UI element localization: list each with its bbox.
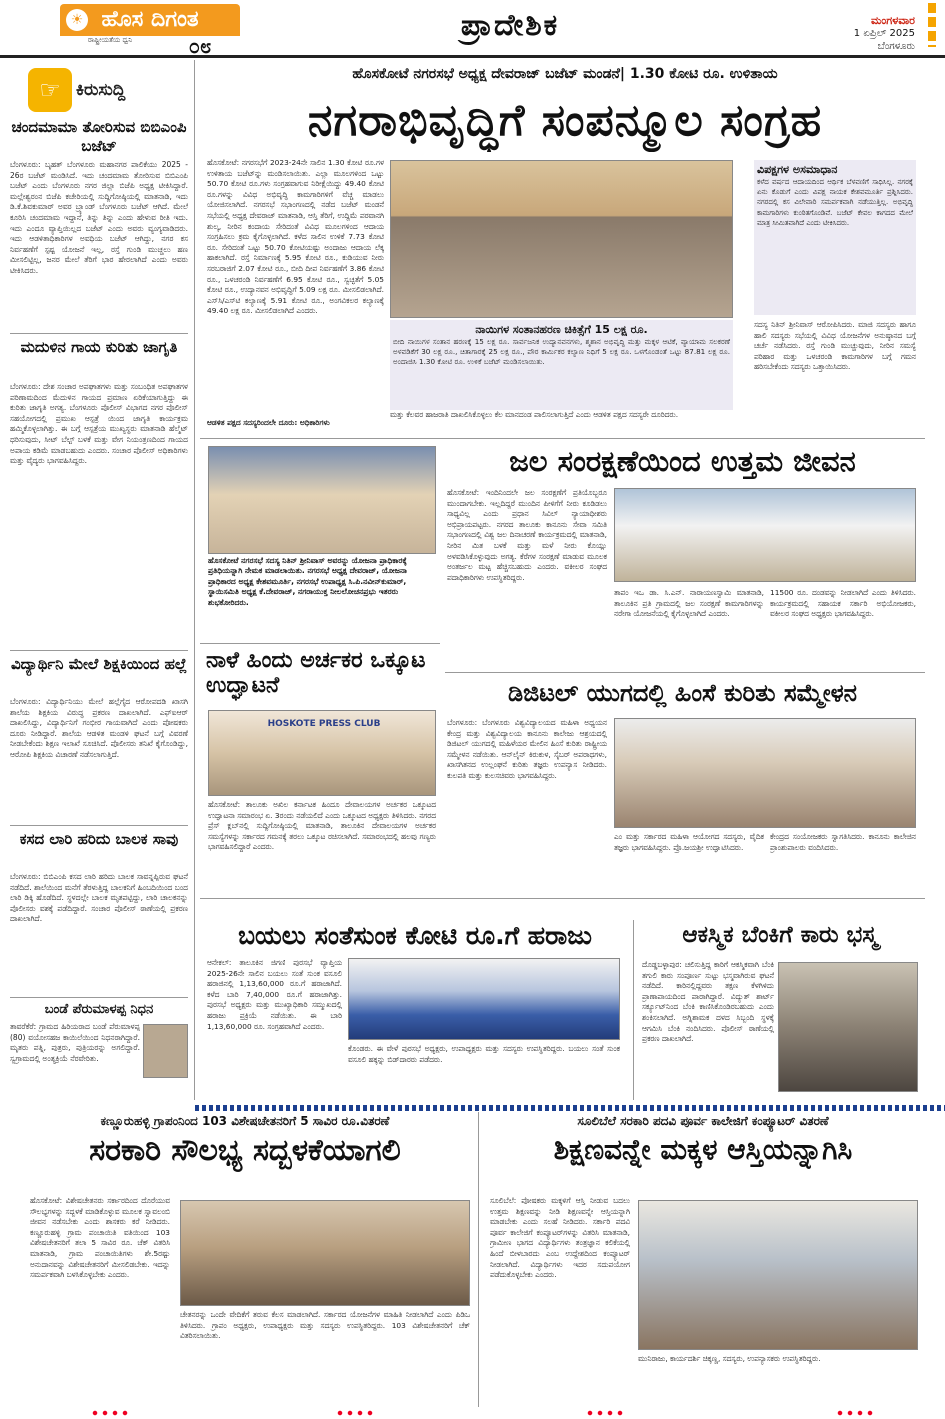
obituary-photo [143,1024,188,1078]
print-dots-decoration [585,1410,625,1416]
water-headline: ಜಲ ಸಂರಕ್ಷಣೆಯಿಂದ ಉತ್ತಮ ಜೀವನ [509,445,856,478]
print-dots-decoration [90,1410,130,1416]
caption-head: ನಾಯಿಗಳ ಸಂತಾನಹರಣ ಚಿಕಿತ್ಸೆಗೆ 15 ಲಕ್ಷ ರೂ. [475,323,648,336]
brief-headline: ಕಸದ ಲಾರಿ ಹರಿದು ಬಾಲಕ ಸಾವು [19,830,179,848]
shikshana-body: ಸೂಲಿಬೆಲೆ: ಪೋಷಕರು ಮಕ್ಕಳಿಗೆ ಆಸ್ತಿ ನೀಡುವ ಬದಲು ಉತ್ತಮ ಶಿಕ್ಷಣವನ್ನು ನೀಡಿ ಶಿಕ್ಷಣವನ್ನೇ ಆಸ್ತಿಯನ್ನಾಗಿ ಮಾಡಬೇಕು ಎಂದು ಸಲಹೆ ನೀಡಿದರು. ಸರ್ಕಾರಿ ಪದವಿ ಪೂರ್ವ ಕಾಲೇಜಿಗೆ ಕಂಪ್ಯೂಟರ್‌ಗಳನ್ನು ವಿತರಿಸಿ ಮಾತನಾಡಿ, ಗ್ರಾಮೀಣ ಭಾಗದ ವಿದ್ಯಾರ್ಥಿಗಳು ತಂತ್ರಜ್ಞಾನ ಕಲಿಕೆಯಲ್ಲಿ ಹಿಂದೆ ಬೀಳಬಾರದು ಎಂಬ ಉದ್ದೇಶದಿಂದ ಕಂಪ್ಯೂಟರ್ ನೀಡಲಾಗಿದೆ. ವಿದ್ಯಾರ್ಥಿಗಳು ಇದರ ಸದುಪಯೋಗ ಪಡೆದುಕೊಳ್ಳಬೇಕು ಎಂದರು. [490,1196,630,1280]
photo-caption-box [390,320,733,410]
divider [478,1112,479,1407]
brief-body: ಬೆಂಗಳೂರು: ದೇಶ ಸಂಚಾರ ಅಪಘಾತಗಳು ಮತ್ತು ಸಂಬಂಧಿತ ಅಪಘಾತಗಳ ಪರಿಣಾಮದಿಂದ ಮೆದುಳಿನ ಗಾಯದ ಪ್ರಮಾಣ ಏರಿಕೆಯಾಗುತ್ತಿದ್ದು ಈ ಕುರಿತು ಜಾಗೃತಿ ಅಗತ್ಯ. ಬೆಂಗಳೂರು ಪೊಲೀಸ್ ವಿಭಾಗದ ನಗರ ಪೊಲೀಸ್ ಸಹಯೋಗದಲ್ಲಿ ಪ್ರಮುಖ ಆಸ್ಪತ್ರೆ ಯಿಂದ ಜಾಗೃತಿ ಕಾರ್ಯಕ್ರಮ ಹಮ್ಮಿಕೊಳ್ಳಲಾಗಿತ್ತು. ಈ ಬಗ್ಗೆ ಆಸ್ಪತ್ರೆಯ ಮುಖ್ಯಸ್ಥರು ಮಾತನಾಡಿ ಹೆಲ್ಮೆಟ್ ಧರಿಸುವುದು, ಸೀಟ್ ಬೆಲ್ಟ್ ಬಳಕೆ ಮತ್ತು ವೇಗ ನಿಯಂತ್ರಣದಿಂದ ಗಾಯದ ಅಪಾಯ ಕಡಿಮೆ ಮಾಡಬಹುದು ಎಂದರು. ಸಂಚಾರ ಪೊಲೀಸ್ ಅಧಿಕಾರಿಗಳು ಮತ್ತು ವೈದ್ಯರು ಭಾಗವಹಿಸಿದ್ದರು. [10,382,188,466]
sarkara-headline: ಸರಕಾರಿ ಸೌಲಭ್ಯ ಸದ್ಬಳಕೆಯಾಗಲಿ [89,1134,401,1168]
divider [633,920,634,1100]
archakara-photo [208,710,436,796]
divider [200,643,440,644]
santhe-photo [348,958,620,1040]
divider [10,825,188,826]
section-separator [195,1105,945,1111]
water-body-3: 11500 ರೂ. ದಂಡವನ್ನು ನೀಡಲಾಗಿದೆ ಎಂದು ತಿಳಿಸಿದರು. ಕಾರ್ಯಕ್ರಮದಲ್ಲಿ ಸಹಾಯಕ ಸರ್ಕಾರಿ ಅಭಿಯೋಜಕರು, ವಕೀಲರ ಸಂಘದ ಅಧ್ಯಕ್ಷರು ಭಾಗವಹಿಸಿದ್ದರು. [770,588,916,619]
brief-body: ತಾವರೆಕೆರೆ: ಗ್ರಾಮದ ಹಿರಿಯರಾದ ಬಂಡೆ ಪೆರುಮಾಳಪ್ಪ (80) ವಯೋಸಹಜ ಕಾಯಿಲೆಯಿಂದ ನಿಧನರಾಗಿದ್ದಾರೆ. ಮೃತರು ಪತ್ನಿ, ಪುತ್ರರು, ಪುತ್ರಿಯರನ್ನು ಅಗಲಿದ್ದಾರೆ. ಸ್ವಗ್ರಾಮದಲ್ಲಿ ಅಂತ್ಯಕ್ರಿಯೆ ನೆರವೇರಿತು. [10,1022,140,1063]
press-club-banner: HOSKOTE PRESS CLUB [267,719,381,729]
divider [10,997,188,998]
burnt-car-photo [778,962,918,1092]
felicitation-caption: ಹೊಸಕೋಟೆ ನಗರಸಭೆ ಸದಸ್ಯ ನಿತಿನ್ ಶ್ರೀನಿವಾಸ್ ಅವರನ್ನು ಯೋಜನಾ ಪ್ರಾಧಿಕಾರಕ್ಕೆ ಪ್ರತಿಧಿಯನ್ನಾಗಿ ನೇಮಕ ಮಾಡಲಾಯಿತು. ನಗರಸಭೆ ಅಧ್ಯಕ್ಷ ದೇವರಾಜ್, ಯೋಜನಾ ಪ್ರಾಧಿಕಾರದ ಅಧ್ಯಕ್ಷ ಕೇಶವಮೂರ್ತಿ, ನಗರಸಭೆ ಉಪಾಧ್ಯಕ್ಷ ಸಿ.ಪಿ.ನವೀನ್‌ಕುಮಾರ್, ಸ್ಥಾಯಿಸಮಿತಿ ಅಧ್ಯಕ್ಷ ಕೆ.ದೇವರಾಜ್, ನಗರಾಯುಕ್ತ ನೀಲಲೋಚನಪ್ರಭು ಇತರರು ಶುಭಕೋರಿದರು. [208,556,407,607]
divider [10,333,188,334]
water-body: ಹೊಸಕೋಟೆ: ಇಂದಿನಿಂದಲೇ ಜಲ ಸಂರಕ್ಷಣೆಗೆ ಪ್ರತಿಯೊಬ್ಬರೂ ಮುಂದಾಗಬೇಕು. ಇಲ್ಲದಿದ್ದರೆ ಮುಂದಿನ ಪೀಳಿಗೆಗೆ ನೀರು ಕೂಡಿಡಲು ಸಾಧ್ಯವಿಲ್ಲ ಎಂದು ಪ್ರಧಾನ ಸಿವಿಲ್ ನ್ಯಾಯಾಧೀಶರು ಅಭಿಪ್ರಾಯಪಟ್ಟರು. ನಗರದ ತಾಲೂಕು ಕಾನೂನು ಸೇವಾ ಸಮಿತಿ ಸಭಾಂಗಣದಲ್ಲಿ ವಿಶ್ವ ಜಲ ದಿನಾಚರಣೆ ಕಾರ್ಯಕ್ರಮದಲ್ಲಿ ಮಾತನಾಡಿ, ನೀರಿನ ಮಿತ ಬಳಕೆ ಮತ್ತು ಮಳೆ ನೀರು ಕೊಯ್ಲು ಅಳವಡಿಸಿಕೊಳ್ಳುವುದು ಅಗತ್ಯ. ಕೆರೆಗಳ ಸಂರಕ್ಷಣೆ ಮಾಡುವ ಮೂಲಕ ಅಂತರ್ಜಲ ಮಟ್ಟ ಹೆಚ್ಚಿಸಬಹುದು ಎಂದರು. ವಕೀಲರ ಸಂಘದ ಪದಾಧಿಕಾರಿಗಳು ಉಪಸ್ಥಿತರಿದ್ದರು. [447,488,607,582]
page-number: ೦೮ [188,34,212,56]
top-story-body: ಹೊಸಕೋಟೆ: ನಗರಸಭೆಗೆ 2023-24ನೇ ಸಾಲಿನ 1.30 ಕೋಟಿ ರೂ.ಗಳ ಉಳಿತಾಯ ಬಜೆಟ್‌ನ್ನು ಮಂಡಿಸಲಾಯಿತು. ಎಲ್ಲಾ ಮೂಲಗಳಿಂದ ಒಟ್ಟು 50.70 ಕೋಟಿ ರೂ.ಗಳು ಸಂಗ್ರಹವಾಗುವ ನಿರೀಕ್ಷೆಯಿದ್ದು 49.40 ಕೋಟಿ ರೂ.ಗಳನ್ನು ವಿವಿಧ ಅಭಿವೃದ್ಧಿ ಕಾಮಗಾರಿಗಳಿಗೆ ವೆಚ್ಚ ಮಾಡಲು ಯೋಜಿಸಲಾಗಿದೆ. ನಗರಸಭೆ ಸಭಾಂಗಣದಲ್ಲಿ ನಡೆದ ಬಜೆಟ್ ಮಂಡನೆ ಸಭೆಯಲ್ಲಿ ಅಧ್ಯಕ್ಷ ದೇವರಾಜ್ ಮಾತನಾಡಿ, ಆಸ್ತಿ ತೆರಿಗೆ, ಉದ್ದಿಮೆ ಪರವಾನಗಿ ಶುಲ್ಕ, ನೀರಿನ ಕಂದಾಯ ಸೇರಿದಂತೆ ವಿವಿಧ ಮೂಲಗಳಿಂದ ಆದಾಯ ಸಂಗ್ರಹಿಸಲು ಕ್ರಮ ಕೈಗೊಳ್ಳಲಾಗಿದೆ. ಕಳೆದ ಸಾಲಿನ ಉಳಿಕೆ 7.73 ಕೋಟಿ ರೂ. ಸೇರಿದಂತೆ ಒಟ್ಟು 50.70 ಕೋಟಿಯಷ್ಟು ಅಂದಾಜು ಆದಾಯ ಲೆಕ್ಕ ಹಾಕಲಾಗಿದೆ. ರಸ್ತೆ ನಿರ್ಮಾಣಕ್ಕೆ 5.95 ಕೋಟಿ ರೂ., ಕುಡಿಯುವ ನೀರು ಸರಬರಾಜಿಗೆ 2.07 ಕೋಟಿ ರೂ., ಬೀದಿ ದೀಪ ನಿರ್ವಹಣೆಗೆ 3.86 ಕೋಟಿ ರೂ., ಒಳಚರಂಡಿ ನಿರ್ವಹಣೆಗೆ 6.95 ಕೋಟಿ ರೂ., ಸ್ವಚ್ಛತೆಗೆ 5.05 ಕೋಟಿ ರೂ., ಉದ್ಯಾನವನ ಅಭಿವೃದ್ಧಿಗೆ 5.09 ಲಕ್ಷ ರೂ. ಮೀಸಲಿಡಲಾಗಿದೆ. ಎಸ್‌ಸಿ/ಎಸ್‌ಟಿ ಕಲ್ಯಾಣಕ್ಕೆ 5.91 ಕೋಟಿ ರೂ., ಅಂಗವಿಕಲರ ಕಲ್ಯಾಣಕ್ಕೆ 49.40 ಲಕ್ಷ ರೂ. ಮೀಸಲಿಡಲಾಗಿದೆ ಎಂದರು. [207,158,384,316]
brief-body: ಬೆಂಗಳೂರು: ವಿದ್ಯಾರ್ಥಿನಿಯು ಮೇಲೆ ಹಲ್ಲೆಗೈದ ಆರೋಪದಡಿ ಖಾಸಗಿ ಶಾಲೆಯ ಶಿಕ್ಷಕಿಯ ವಿರುದ್ಧ ಪ್ರಕರಣ ದಾಖಲಾಗಿದೆ. ಎಫ್ಐಆರ್ ದಾಖಲಿಸಿದ್ದು, ವಿದ್ಯಾರ್ಥಿನಿಗೆ ಗಂಭೀರ ಗಾಯವಾಗಿದೆ ಎಂದು ಪೋಷಕರು ದೂರು ನೀಡಿದ್ದಾರೆ. ಶಾಲೆಯ ಆಡಳಿತ ಮಂಡಳಿ ಘಟನೆ ಬಗ್ಗೆ ವಿವರಣೆ ನೀಡಬೇಕೆಂದು ಶಿಕ್ಷಣ ಇಲಾಖೆ ಸೂಚಿಸಿದೆ. ಪೊಲೀಸರು ತನಿಖೆ ಕೈಗೊಂಡಿದ್ದು, ಆರೋಪಿ ಶಿಕ್ಷಕಿಯ ವಿಚಾರಣೆ ನಡೆಸಲಾಗುತ್ತಿದೆ. [10,697,188,759]
newspaper-logo [60,4,240,56]
top-story-footer-text: ಮತ್ತು ಕೆಲವರ ಹಾಜರಾತಿ ದಾಖಲಿಸಿಕೊಳ್ಳಲು ಕೆಲ ಮಾನದಂಡ ಪಾಲಿಸಲಾಗುತ್ತಿದೆ ಎಂದು ಆಡಳಿತ ಪಕ್ಷದ ಸದಸ್ಯರೇ ದೂರಿದರು. [390,410,679,419]
top-story-kicker: ಹೊಸಕೋಟೆ ನಗರಸಭೆ ಅಧ್ಯಕ್ಷ ದೇವರಾಜ್ ಬಜೆಟ್ ಮಂಡನೆ| 1.30 ಕೋಟಿ ರೂ. ಉಳಿತಾಯ [352,66,778,82]
brief-body: ಬೆಂಗಳೂರು: ಬೃಹತ್ ಬೆಂಗಳೂರು ಮಹಾನಗರ ಪಾಲಿಕೆಯು 2025 - 26ರ ಬಜೆಟ್ ಮಂಡಿಸಿದೆ. ಇದು ಚಂದಮಾಮ ತೋರಿಸುವ ಬಿಬಿಎಂಪಿ ಬಜೆಟ್ ಎಂದು ಬೆಂಗಳೂರು ನಗರ ಜಿಲ್ಲಾ ಬಿಜೆಪಿ ಅಧ್ಯಕ್ಷ ಟೀಕಿಸಿದ್ದಾರೆ. ಮಲ್ಲೇಶ್ವರಂನ ಬಿಜೆಪಿ ಕಚೇರಿಯಲ್ಲಿ ಸುದ್ದಿಗೋಷ್ಠಿಯಲ್ಲಿ ಮಾತನಾಡಿ, ಇದು ಡಿ.ಕೆ.ಶಿವಕುಮಾರ್ ಅವರ ಬ್ರ್ಯಾಂಡ್ ಬೆಂಗಳೂರು ಬಜೆಟ್ ಆಗಿದೆ. ಮೇಲೆ ಕೂರಿಸಿ ಚಂದಮಾಮ ಇದ್ದಾನೆ, ತಿನ್ನು ತಿನ್ನು ಎಂದು ಹೇಳುವ ರೀತಿ ಇದು. ಇದು ಎಂದೂ ವ್ಯಾಪ್ತಿಯಿಲ್ಲದ ಬಜೆಟ್ ಎಂದು ಅವರು ವ್ಯಂಗ್ಯವಾಡಿದರು. ಇದು ಆಡಳಿತಾಧಿಕಾರಿಗಳ ಅವಧಿಯ ಬಜೆಟ್ ಆಗಿದ್ದು, ನಗರ ಕಸ ನಿರ್ವಹಣೆಗೆ ಸ್ಪಷ್ಟ ಯೋಜನೆ ಇಲ್ಲ, ರಸ್ತೆ ಗುಂಡಿ ಮುಚ್ಚಲು ಹಣ ಮೀಸಲಿಟ್ಟಿಲ್ಲ, ಜನರ ಮೇಲೆ ತೆರಿಗೆ ಭಾರ ಹೇರಲಾಗಿದೆ ಎಂದು ಅವರು ಟೀಕಿಸಿದರು. [10,160,188,275]
santhe-body-2: ಕೊಂಡರು. ಈ ವೇಳೆ ಪುರಸಭೆ ಅಧ್ಯಕ್ಷರು, ಉಪಾಧ್ಯಕ್ಷರು ಮತ್ತು ಸದಸ್ಯರು ಉಪಸ್ಥಿತರಿದ್ದರು. ಬಯಲು ಸಂತೆ ಸುಂಕ ವಸೂಲಿ ಹಕ್ಕನ್ನು ಬಿಡ್‌ದಾರರು ಪಡೆದರು. [348,1044,620,1064]
digital-headline: ಡಿಜಿಟಲ್ ಯುಗದಲ್ಲಿ ಹಿಂಸೆ ಕುರಿತು ಸಮ್ಮೇಳನ [508,680,857,707]
top-story-col3: ಸದಸ್ಯ ನಿತಿನ್ ಶ್ರೀನಿವಾಸ್ ಆರೋಪಿಸಿದರು. ಮಾಜಿ ಸದಸ್ಯರು ಹಾಗೂ ಹಾಲಿ ಸದಸ್ಯರು ಸಭೆಯಲ್ಲಿ ವಿವಿಧ ಯೋಜನೆಗಳ ಅನುಷ್ಠಾನದ ಬಗ್ಗೆ ಚರ್ಚೆ ನಡೆಸಿದರು. ರಸ್ತೆ ಗುಂಡಿ ಮುಚ್ಚುವುದು, ನೀರಿನ ಸಮಸ್ಯೆ ಪರಿಹಾರ ಮತ್ತು ಒಳಚರಂಡಿ ಕಾಮಗಾರಿಗಳ ಬಗ್ಗೆ ಗಮನ ಹರಿಸಬೇಕೆಂದು ಸದಸ್ಯರು ಒತ್ತಾಯಿಸಿದರು. [754,320,916,372]
sarkara-photo [180,1200,470,1306]
brief-headline: ಬಂಡೆ ಪೆರುಮಾಳಪ್ಪ ನಿಧನ [44,1002,154,1017]
date: 1 ಏಪ್ರಿಲ್ 2025 [853,28,915,39]
city: ಬೆಂಗಳೂರು [877,41,915,52]
shikshana-kicker: ಸೂಲಿಬೆಲೆ ಸರಕಾರಿ ಪದವಿ ಪೂರ್ವ ಕಾಲೇಜಿಗೆ ಕಂಪ್ಯೂಟರ್ ವಿತರಣೆ [577,1114,829,1128]
car-fire-body: ದೊಡ್ಡಬಳ್ಳಾಪುರ: ಚಲಿಸುತ್ತಿದ್ದ ಕಾರಿಗೆ ಆಕಸ್ಮಿಕವಾಗಿ ಬೆಂಕಿ ತಗುಲಿ ಕಾರು ಸಂಪೂರ್ಣ ಸುಟ್ಟು ಭಸ್ಮವಾಗಿರುವ ಘಟನೆ ನಡೆದಿದೆ. ಕಾರಿನಲ್ಲಿದ್ದವರು ತಕ್ಷಣ ಕೆಳಗಿಳಿದು ಪ್ರಾಣಾಪಾಯದಿಂದ ಪಾರಾಗಿದ್ದಾರೆ. ವಿದ್ಯುತ್ ಶಾರ್ಟ್ ಸರ್ಕ್ಯೂಟ್‌ನಿಂದ ಬೆಂಕಿ ಕಾಣಿಸಿಕೊಂಡಿರಬಹುದು ಎಂದು ಶಂಕಿಸಲಾಗಿದೆ. ಅಗ್ನಿಶಾಮಕ ದಳದ ಸಿಬ್ಬಂದಿ ಸ್ಥಳಕ್ಕೆ ಆಗಮಿಸಿ ಬೆಂಕಿ ನಂದಿಸಿದರು. ಪೊಲೀಸ್ ಠಾಣೆಯಲ್ಲಿ ಪ್ರಕರಣ ದಾಖಲಾಗಿದೆ. [642,960,774,1044]
water-photo [614,488,916,582]
color-bar-decoration [928,3,936,47]
tagline: ರಾಷ್ಟ್ರೀಯತೆಯ ಧ್ವನಿ [87,36,133,44]
archakara-body: ಹೊಸಕೋಟೆ: ತಾಲೂಕು ಅಖಿಲ ಕರ್ನಾಟಕ ಹಿಂದೂ ದೇವಾಲಯಗಳ ಅರ್ಚಕರ ಒಕ್ಕೂಟದ ಉದ್ಘಾಟನಾ ಸಮಾರಂಭ ಏ. 3ರಂದು ನಡೆಯಲಿದೆ ಎಂದು ಒಕ್ಕೂಟದ ಅಧ್ಯಕ್ಷರು ತಿಳಿಸಿದರು. ನಗರದ ಪ್ರೆಸ್ ಕ್ಲಬ್‌ನಲ್ಲಿ ಸುದ್ದಿಗೋಷ್ಠಿಯಲ್ಲಿ ಮಾತನಾಡಿ, ತಾಲೂಕಿನ ದೇವಾಲಯಗಳ ಅರ್ಚಕರ ಸಮಸ್ಯೆಗಳನ್ನು ಸರ್ಕಾರದ ಗಮನಕ್ಕೆ ತರಲು ಒಕ್ಕೂಟ ರಚಿಸಲಾಗಿದೆ. ಸಮಾರಂಭದಲ್ಲಿ ಹಲವು ಗಣ್ಯರು ಭಾಗವಹಿಸಲಿದ್ದಾರೆ ಎಂದರು. [208,800,436,852]
divider [445,672,925,673]
shikshana-photo [638,1200,918,1350]
divider [10,650,188,651]
kiru-suddi-badge [28,68,183,112]
brief-body: ಬೆಂಗಳೂರು: ಬಿಬಿಎಂಪಿ ಕಸದ ಲಾರಿ ಹರಿದು ಬಾಲಕ ಸಾವನ್ನಪ್ಪಿರುವ ಘಟನೆ ನಡೆದಿದೆ. ಶಾಲೆಯಿಂದ ಮನೆಗೆ ತೆರಳುತ್ತಿದ್ದ ಬಾಲಕನಿಗೆ ಹಿಂಬದಿಯಿಂದ ಬಂದ ಲಾರಿ ಡಿಕ್ಕಿ ಹೊಡೆದಿದೆ. ಸ್ಥಳದಲ್ಲೇ ಬಾಲಕ ಮೃತಪಟ್ಟಿದ್ದು, ಲಾರಿ ಚಾಲಕನನ್ನು ಪೊಲೀಸರು ವಶಕ್ಕೆ ಪಡೆದಿದ್ದಾರೆ. ಸಂಚಾರ ಪೊಲೀಸ್ ಠಾಣೆಯಲ್ಲಿ ಪ್ರಕರಣ ದಾಖಲಾಗಿದೆ. [10,872,188,924]
side-head: ವಿಪಕ್ಷಗಳ ಅಸಮಾಧಾನ [757,163,838,176]
digital-photo [614,718,916,828]
divider [200,898,925,899]
kiru-suddi-label: ಕಿರುಸುದ್ದಿ [76,74,183,106]
shikshana-body-2: ಮುನಿರಾಜು, ಕಾರ್ಯದರ್ಶಿ ಚಿಕ್ಕಣ್ಣ, ಸದಸ್ಯರು, ಉಪನ್ಯಾಸಕರು ಉಪಸ್ಥಿತರಿದ್ದರು. [638,1354,821,1363]
felicitation-photo [208,446,436,554]
water-body-2: ತಾಪಂ ಇಒ ಡಾ. ಸಿ.ಎನ್. ನಾರಾಯಣಸ್ವಾಮಿ ಮಾತನಾಡಿ, ತಾಲೂಕಿನ ಪ್ರತಿ ಗ್ರಾಮದಲ್ಲಿ ಜಲ ಸಂರಕ್ಷಣೆ ಕಾಮಗಾರಿಗಳನ್ನು ನರೇಗಾ ಯೋಜನೆಯಲ್ಲಿ ಕೈಗೊಳ್ಳಲಾಗಿದೆ ಎಂದರು. [614,588,764,619]
side-body: ಕಳೆದ ವರ್ಷದ ಆದಾಯದಿಂದ ಆರ್ಥಿಕ ಬೆಳವಣಿಗೆ ಸಾಧಿಸಿಲ್ಲ. ನಗರಕ್ಕೆ ಏನು ಕೊಡುಗೆ ಎಂದು ವಿಪಕ್ಷ ನಾಯಕ ಕೇಶವಮೂರ್ತಿ ಪ್ರಶ್ನಿಸಿದರು. ನಗರದಲ್ಲಿ ಕಸ ವಿಲೇವಾರಿ ಸಮರ್ಪಕವಾಗಿ ನಡೆಯುತ್ತಿಲ್ಲ. ಅಭಿವೃದ್ಧಿ ಕಾಮಗಾರಿಗಳು ಕುಂಠಿತಗೊಂಡಿವೆ. ಬಜೆಟ್ ಕೇವಲ ಕಾಗದದ ಮೇಲೆ ಮಾತ್ರ ಸೀಮಿತವಾಗಿದೆ ಎಂದು ಟೀಕಿಸಿದರು. [757,178,913,227]
weekday: ಮಂಗಳವಾರ [870,14,915,27]
print-dots-decoration [335,1410,375,1416]
brief-headline: ಮದುಳಿನ ಗಾಯ ಕುರಿತು ಜಾಗೃತಿ [20,338,178,356]
santhe-headline: ಬಯಲು ಸಂತೆಸುಂಕ ಕೋಟಿ ರೂ.ಗೆ ಹರಾಜು [238,922,592,950]
budget-photo [390,160,733,318]
digital-body: ಬೆಂಗಳೂರು: ಬೆಂಗಳೂರು ವಿಶ್ವವಿದ್ಯಾಲಯದ ಮಹಿಳಾ ಅಧ್ಯಯನ ಕೇಂದ್ರ ಮತ್ತು ವಿಶ್ವವಿದ್ಯಾಲಯ ಕಾನೂನು ಕಾಲೇಜು ಆಶ್ರಯದಲ್ಲಿ ಡಿಜಿಟಲ್ ಯುಗದಲ್ಲಿ ಮಹಿಳೆಯರ ಮೇಲಿನ ಹಿಂಸೆ ಕುರಿತು ರಾಷ್ಟ್ರೀಯ ಸಮ್ಮೇಳನ ನಡೆಯಿತು. ಆನ್‌ಲೈನ್ ಕಿರುಕುಳ, ಸೈಬರ್ ಅಪರಾಧಗಳು, ಖಾಸಗಿತನದ ಉಲ್ಲಂಘನೆ ಕುರಿತು ತಜ್ಞರು ಉಪನ್ಯಾಸ ನೀಡಿದರು. ಕುಲಪತಿ ಮತ್ತು ಕುಲಸಚಿವರು ಭಾಗವಹಿಸಿದ್ದರು. [447,718,607,780]
brand-name: ☀ ಹೊಸ ದಿಗಂತ [60,4,240,36]
santhe-body: ಆನೇಕಲ್: ತಾಲೂಕಿನ ಜಿಗಣಿ ಪುರಸಭೆ ವ್ಯಾಪ್ತಿಯ 2025-26ನೇ ಸಾಲಿನ ಬಯಲು ಸಂತೆ ಸುಂಕ ವಸೂಲಿ ಹರಾಜಿನಲ್ಲಿ 1,13,60,000 ರೂ.ಗೆ ಹರಾಜಾಗಿದೆ. ಕಳೆದ ಬಾರಿ 7,40,000 ರೂ.ಗೆ ಹರಾಜಾಗಿತ್ತು. ಪುರಸಭೆ ಅಧ್ಯಕ್ಷರು ಮತ್ತು ಮುಖ್ಯಾಧಿಕಾರಿ ಸಮ್ಮುಖದಲ್ಲಿ ಹರಾಜು ಪ್ರಕ್ರಿಯೆ ನಡೆಯಿತು. ಈ ಬಾರಿ 1,13,60,000 ರೂ. ಸಂಗ್ರಹವಾಗಿದೆ ಎಂದರು. [207,958,342,1031]
shikshana-headline: ಶಿಕ್ಷಣವನ್ನೇ ಮಕ್ಕಳ ಆಸ್ತಿಯನ್ನಾಗಿಸಿ [553,1134,853,1166]
car-fire-headline: ಆಕಸ್ಮಿಕ ಬೆಂಕಿಗೆ ಕಾರು ಭಸ್ಮ [682,922,878,948]
sarkara-kicker: ಕಣ್ಣೂರುಹಳ್ಳಿ ಗ್ರಾಪಂನಿಂದ 103 ವಿಶೇಷಚೇತನರಿಗೆ 5 ಸಾವಿರ ರೂ.ವಿತರಣೆ [100,1114,390,1128]
digital-body-2: ಎಂ ಮತ್ತು ಸರ್ಕಾರದ ಮಹಿಳಾ ಆಯೋಗದ ಸದಸ್ಯರು, ವೈದಿಕ ತಜ್ಞರು ಭಾಗವಹಿಸಿದ್ದರು. ಪ್ರೊ.ಜಯಶ್ರೀ ಉದ್ಘಾಟಿಸಿದರು. [614,832,764,852]
divider [200,438,925,439]
sarkara-body: ಹೊಸಕೋಟೆ: ವಿಶೇಷಚೇತನರು ಸರ್ಕಾರದಿಂದ ದೊರೆಯುವ ಸೌಲಭ್ಯಗಳನ್ನು ಸದ್ಬಳಕೆ ಮಾಡಿಕೊಳ್ಳುವ ಮೂಲಕ ಸ್ವಾವಲಂಬಿ ಜೀವನ ನಡೆಸಬೇಕು ಎಂದು ಶಾಸಕರು ಕರೆ ನೀಡಿದರು. ಕಣ್ಣೂರುಹಳ್ಳಿ ಗ್ರಾಮ ಪಂಚಾಯಿತಿ ವತಿಯಿಂದ 103 ವಿಶೇಷಚೇತನರಿಗೆ ತಲಾ 5 ಸಾವಿರ ರೂ. ಚೆಕ್ ವಿತರಿಸಿ ಮಾತನಾಡಿ, ಗ್ರಾಮ ಪಂಚಾಯಿತಿಗಳು ಶೇ.5ರಷ್ಟು ಅನುದಾನವನ್ನು ವಿಶೇಷಚೇತನರಿಗೆ ಮೀಸಲಿಡಬೇಕು. ಇದನ್ನು ಸಮರ್ಪಕವಾಗಿ ಬಳಸಿಕೊಳ್ಳಬೇಕು ಎಂದರು. [30,1196,170,1280]
top-story-footnote: ಆಡಳಿತ ಪಕ್ಷದ ಸದಸ್ಯರಿಂದಲೇ ದೂರು: ಅಧಿಕಾರಿಗಳು [207,418,330,427]
section-title: ಪ್ರಾದೇಶಿಕ [460,8,560,43]
top-story-headline: ನಗರಾಭಿವೃದ್ಧಿಗೆ ಸಂಪನ್ಮೂಲ ಸಂಗ್ರಹ [307,95,823,146]
sun-icon: ☀ [66,9,88,31]
archakara-headline: ನಾಳೆ ಹಿಂದು ಅರ್ಚಕರ ಒಕ್ಕೂಟ ಉದ್ಘಾಟನೆ [206,648,426,699]
caption-body: ಬೀದಿ ನಾಯಿಗಳ ಸಂತಾನ ಹರಣಕ್ಕೆ 15 ಲಕ್ಷ ರೂ. ಸಾರ್ವಜನಿಕ ಉದ್ಯಾನವನಗಳು, ಶ್ಮಶಾನ ಅಭಿವೃದ್ಧಿ ಮತ್ತು ಮಕ್ಕಳ ಆಟಿಕೆ, ವ್ಯಾಯಾಮ ಸಲಕರಣೆ ಅಳವಡಿಕೆಗೆ 30 ಲಕ್ಷ ರೂ., ಚಿತಾಗಾರಕ್ಕೆ 25 ಲಕ್ಷ ರೂ., ಪೌರ ಕಾರ್ಮಿಕರ ಕಲ್ಯಾಣ ನಿಧಿಗೆ 5 ಲಕ್ಷ ರೂ. ಒಳಗೊಂಡಂತೆ ಒಟ್ಟು 87.81 ಲಕ್ಷ ರೂ. ಅಂದಾಜಿಸಿ 1.30 ಕೋಟಿ ರೂ. ಉಳಿಕೆ ಬಜೆಟ್ ಮಂಡಿಸಲಾಯಿತು. [393,337,730,366]
digital-body-3: ಕೇಂದ್ರದ ಸಂಯೋಜಕರು ಸ್ವಾಗತಿಸಿದರು. ಕಾನೂನು ಕಾಲೇಜಿನ ಪ್ರಾಂಶುಪಾಲರು ವಂದಿಸಿದರು. [770,832,916,852]
print-dots-decoration [835,1410,875,1416]
masthead [0,0,945,58]
brief-headline: ವಿದ್ಯಾರ್ಥಿನಿ ಮೇಲೆ ಶಿಕ್ಷಕಿಯಿಂದ ಹಲ್ಲೆ [10,655,188,673]
sarkara-body-2: ಚೇತನರನ್ನು ಒಂದೇ ವೇದಿಕೆಗೆ ತರುವ ಕೆಲಸ ಮಾಡಲಾಗಿದೆ. ಸರ್ಕಾರದ ಯೋಜನೆಗಳ ಮಾಹಿತಿ ನೀಡಲಾಗಿದೆ ಎಂದು ಪಿಡಿಒ ತಿಳಿಸಿದರು. ಗ್ರಾಪಂ ಅಧ್ಯಕ್ಷರು, ಉಪಾಧ್ಯಕ್ಷರು ಮತ್ತು ಸದಸ್ಯರು ಉಪಸ್ಥಿತರಿದ್ದರು. 103 ವಿಶೇಷಚೇತನರಿಗೆ ಚೆಕ್ ವಿತರಿಸಲಾಯಿತು. [180,1310,470,1341]
hand-icon: ☞ [28,68,72,112]
brief-headline: ಚಂದಮಾಮಾ ತೋರಿಸುವ ಬಿಬಿಎಂಪಿ ಬಜೆಟ್ [11,118,187,155]
opposition-box [754,160,916,315]
date-box [800,14,915,54]
